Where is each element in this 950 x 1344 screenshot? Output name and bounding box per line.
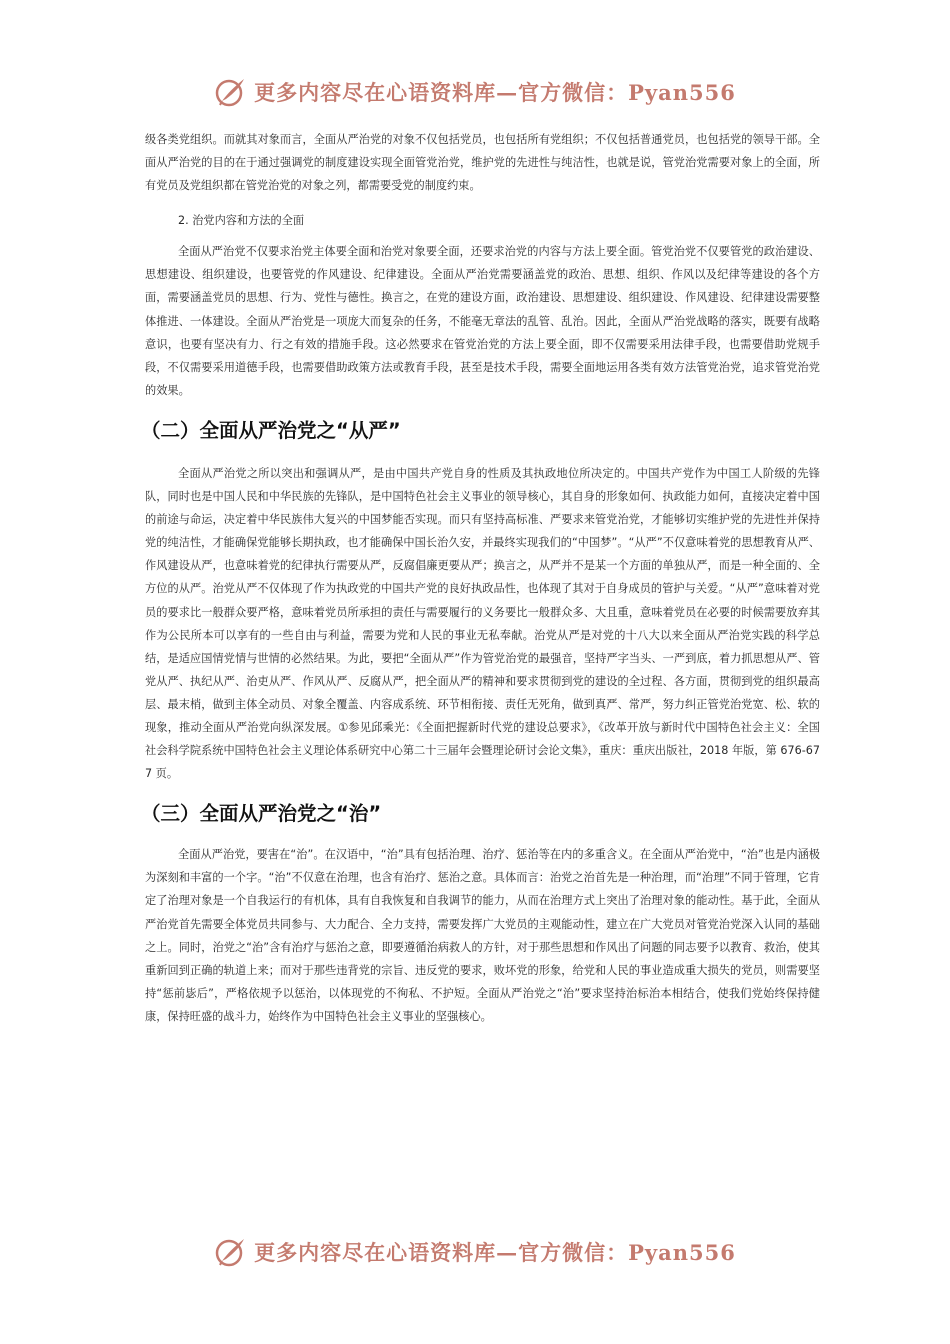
banner-text: 更多内容尽在心语资料库—官方微信：Pyan556 [254, 80, 736, 105]
feather-pen-logo-icon [214, 1235, 248, 1269]
paragraph-strict: 全面从严治党之所以突出和强调从严，是由中国共产党自身的性质及其执政地位所决定的。中国共产党作为中国工人阶级的先锋队，同时也是中国人民和中华民族的先锋队，是中国特色社会主义事业的领导核心，其自身的形象如何、执政能力如何，直接决定着中国的前途与命运，决定着中华民族伟大复兴的中国梦能否实现。而只有坚持高标准、严要求来管党治党，才能够切实维护党的先进性并保持党的纯洁性，才能确保党能够长期执政，也才能确保中国长治久安，并最终实现我们的“中国梦”。“从严”不仅意味着党的思想教育从严、作风建设从严，也意味着党的纪律执行需要从严，反腐倡廉更要从严；换言之，从严并不是某一个方面的单独从严，而是一种全面的、全方位的从严。治党从严不仅体现了作为执政党的中国共产党的良好执政品性，也体现了其对于自身成员的管护与关爱。“从严”意味着对党员的要求比一般群众要严格，意味着党员所承担的责任与需要履行的义务要比一般群众多、大且重，意味着党员在必要的时候需要放弃其作为公民所本可以享有的一些自由与利益，需要为党和人民的事业无私奉献。治党从严是对党的十八大以来全面从严治党实践的科学总结，是适应国情党情与世情的必然结果。为此，要把“全面从严”作为管党治党的最强音，坚持严字当头、一严到底，着力抓思想从严、管党从严、执纪从严、治吏从严、作风从严、反腐从严，把全面从严的精神和要求贯彻到党的建设的全过程、各方面，贯彻到党的组织最高层、最末梢，做到主体全动员、对象全覆盖、内容成系统、环节相衔接、责任无死角，做到真严、常严，努力纠正管党治党宽、松、软的现象，推动全面从严治党向纵深发展。①参见邱乘光：《全面把握新时代党的建设总要求》，《改革开放与新时代中国特色社会主义：全国社会科学院系统中国特色社会主义理论体系研究中心第二十三届年会暨理论研讨会论文集》，重庆：重庆出版社，2018 年版，第 676-677 页。 [145, 466, 820, 781]
section-heading-govern: （三）全面从严治党之“治” [141, 802, 382, 826]
subheading-content-method: 2. 治党内容和方法的全面 [178, 214, 305, 228]
section-heading-strict: （二）全面从严治党之“从严” [141, 418, 401, 442]
document-body [141, 128, 820, 1028]
bottom-banner [0, 1232, 950, 1272]
paragraph-govern: 全面从严治党，要害在“治”。在汉语中，“治”具有包括治理、治疗、惩治等在内的多重含义。在全面从严治党中，“治”也是内涵极为深刻和丰富的一个字。“治”不仅意在治理，也含有治疗、惩治之意。具体而言：治党之治首先是一种治理，而“治理”不同于管理，它肯定了治理对象是一个自我运行的有机体，具有自我恢复和自我调节的能力，从而在治理方式上突出了治理对象的能动性。基于此，全面从严治党首先需要全体党员共同参与、大力配合、全力支持，需要发挥广大党员的主观能动性，建立在广大党员对管党治党深入认同的基础之上。同时，治党之“治”含有治疗与惩治之意，即要遵循治病救人的方针，对于那些思想和作风出了问题的同志要予以教育、救治，使其重新回到正确的轨道上来；而对于那些违背党的宗旨、违反党的要求，败坏党的形象，给党和人民的事业造成重大损失的党员，则需要坚持“惩前毖后”，严格依规予以惩治，以体现党的不徇私、不护短。全面从严治党之“治”要求坚持治标治本相结合，使我们党始终保持健康，保持旺盛的战斗力，始终作为中国特色社会主义事业的坚强核心。 [145, 848, 820, 1023]
top-banner [0, 72, 950, 112]
paragraph-party-objects: 级各类党组织。而就其对象而言，全面从严治党的对象不仅包括党员，也包括所有党组织；不仅包括普通党员，也包括党的领导干部。全面从严治党的目的在于通过强调党的制度建设实现全面管党治党，维护党的先进性与纯洁性，也就是说，管党治党需要对象上的全面，所有党员及党组织都在管党治党的对象之列，都需要受党的制度约束。 [145, 133, 820, 193]
banner-text: 更多内容尽在心语资料库—官方微信：Pyan556 [254, 1240, 736, 1265]
feather-pen-logo-icon [214, 75, 248, 109]
paragraph-content-method: 全面从严治党不仅要求治党主体要全面和治党对象要全面，还要求治党的内容与方法上要全面。管党治党不仅要管党的政治建设、思想建设、组织建设，也要管党的作风建设、纪律建设。全面从严治党需要涵盖党的政治、思想、组织、作风以及纪律等建设的各个方面，需要涵盖党员的思想、行为、党性与德性。换言之，在党的建设方面，政治建设、思想建设、组织建设、作风建设、纪律建设需要整体推进、一体建设。全面从严治党是一项庞大而复杂的任务，不能毫无章法的乱管、乱治。因此，全面从严治党战略的落实，既要有战略意识，也要有坚决有力、行之有效的措施手段。这必然要求在管党治党的方法上要全面，即不仅需要采用法律手段，也需要借助党规手段，不仅需要采用道德手段，也需要借助政策方法或教育手段，甚至是技术手段，需要全面地运用各类有效方法管党治党，追求管党治党的效果。 [145, 245, 820, 397]
